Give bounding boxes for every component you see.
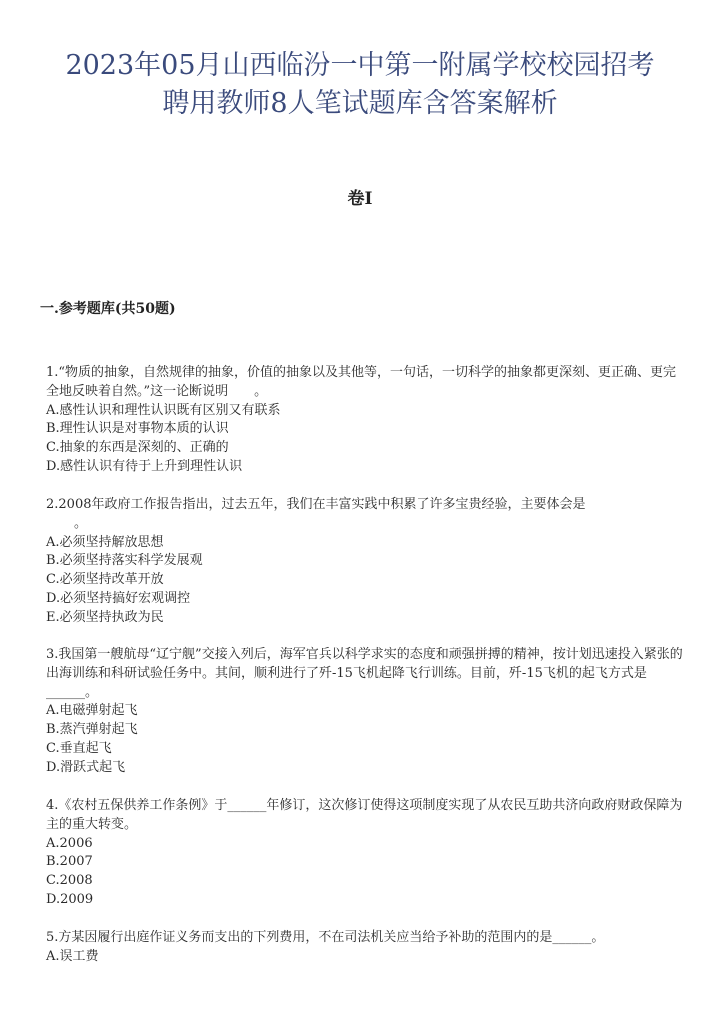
option: A.必须坚持解放思想: [46, 534, 164, 550]
option: C.2008: [46, 873, 93, 889]
option: D.滑跃式起飞: [46, 759, 126, 775]
question-stem: 4.《农村五保供养工作条例》于______年修订，这次修订使得这项制度实现了从农民互助共济向政府财政保障为主的重大转变。: [46, 798, 683, 832]
question-stem-tail: 。: [74, 515, 88, 531]
question-4: [46, 797, 686, 910]
option: A.2006: [46, 835, 93, 851]
question-stem: 2.2008年政府工作报告指出，过去五年，我们在丰富实践中积累了许多宝贵经验，主要体会是: [46, 497, 586, 512]
option: B.蒸汽弹射起飞: [46, 722, 138, 738]
volume-heading: 卷I: [347, 189, 373, 209]
option: C.必须坚持改革开放: [46, 572, 164, 588]
question-3: [46, 646, 686, 778]
question-2: [46, 496, 686, 628]
option: C.抽象的东西是深刻的、正确的: [46, 440, 229, 456]
option: C.垂直起飞: [46, 740, 112, 756]
question-stem: 1.“物质的抽象，自然规律的抽象，价值的抽象以及其他等，一句话，一切科学的抽象都更深刻、更正确、更完全地反映着自然。”这一论断说明 。: [46, 365, 677, 399]
option: A.感性认识和理性认识既有区别又有联系: [46, 402, 281, 418]
question-1: [46, 364, 686, 477]
option: E.必须坚持执政为民: [46, 609, 164, 625]
option: A.误工费: [46, 948, 99, 964]
section-heading: 一.参考题库(共50题): [40, 301, 176, 317]
option: B.2007: [46, 854, 93, 870]
question-5: [46, 929, 686, 967]
document-title-line-1: 2023年05月山西临汾一中第一附属学校校园招考: [65, 50, 655, 81]
option: D.必须坚持搞好宏观调控: [46, 590, 191, 606]
option: D.2009: [46, 891, 94, 907]
option: D.感性认识有待于上升到理性认识: [46, 458, 243, 474]
option: B.必须坚持落实科学发展观: [46, 553, 203, 569]
document-title-line-2: 聘用教师8人笔试题库含答案解析: [162, 88, 558, 119]
option: B.理性认识是对事物本质的认识: [46, 421, 229, 437]
option: A.电磁弹射起飞: [46, 703, 138, 719]
question-stem: 3.我国第一艘航母“辽宁舰”交接入列后，海军官兵以科学求实的态度和顽强拼搏的精神，按计划迅速投入紧张的出海训练和科研试验任务中。其间，顺利进行了歼-15飞机起降飞行训练。目前，歼-15飞机的起飞方式是______。: [46, 647, 683, 700]
question-stem: 5.方某因履行出庭作证义务而支出的下列费用，不在司法机关应当给予补助的范围内的是______。: [46, 930, 605, 945]
